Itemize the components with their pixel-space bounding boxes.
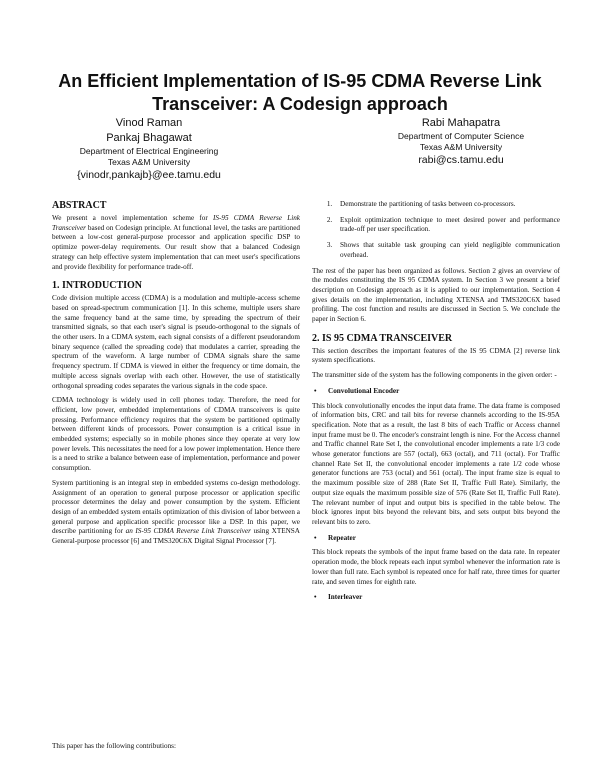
repeater-text: This block repeats the symbols of the input frame based on the data rate. In repeater operation mode, the block repeats each input symbol whenever the information rate is lower than full rate. Each symbol is repeated once for half rate, three times for quarter rate, and seven times for eighth rate. (312, 548, 560, 586)
right-column (312, 200, 560, 608)
list-item: 1. Demonstrate the partitioning of tasks between co-processors. (334, 200, 560, 210)
author-email: {vinodr,pankajb}@ee.tamu.edu (77, 169, 221, 181)
author-name: Vinod Raman (115, 117, 183, 129)
list-item: 3. Shows that suitable task grouping can yield negligible communication overhead. (334, 241, 560, 260)
author-email: rabi@cs.tamu.edu (418, 154, 504, 166)
list-item: 2. Exploit optimization technique to meet desired power and performance trade-off per user specification. (334, 216, 560, 235)
author-name: Rabi Mahapatra (421, 117, 501, 129)
contributions-intro: This paper has the following contributions: (52, 742, 176, 750)
author-university: Texas A&M University (419, 142, 503, 152)
convolutional-encoder-heading: • Convolutional Encoder (312, 387, 560, 397)
author-department: Department of Computer Science (397, 131, 525, 141)
section-2-heading: 2. IS 95 CDMA TRANSCEIVER (312, 332, 453, 344)
paper-title: An Efficient Implementation of IS-95 CDMA Reverse Link Transceiver: A Codesign approach (58, 71, 542, 114)
author-university: Texas A&M University (107, 157, 191, 167)
intro-paragraph: Code division multiple access (CDMA) is a modulation and multiple-access scheme based on spread-spectrum communication [1]. In this scheme, multiple users share the same frequency band at the same time, by spreading the spectrum of their transmitted signals, so that each user's signal is pseudo-orthogonal to the signals of the other users. In a CDMA system, each signal consists of a different pseudorandom binary sequence (called the spreading code) that modulates a carrier, spreading the spectrum of the waveform. A large number of CDMA signals share the same frequency spectrum. If CDMA is viewed in either the frequency or time domain, the multiple access signals overlap with each other. However, the use of statistically orthogonal spreading codes separates the various signals in the code space. (52, 294, 300, 390)
introduction-heading: 1. INTRODUCTION (52, 280, 143, 292)
intro-paragraph: System partitioning is an integral step in embedded systems co-design methodology. Assignment of an operation to general purpose processor or application specific processor determines the delay and power consumption by the system. Efficient design of an embedded system entails optimization of this division of labor between a general purpose and application specific processor like a DSP. In this paper, we describe partitioning for an IS-95 CDMA Reverse Link Transceiver using XTENSA General-purpose processor [6] and TMS320C6X Digital Signal Processor [7]. (52, 478, 300, 546)
organization-paragraph: The rest of the paper has been organized as follows. Section 2 gives an overview of the modules constituting the IS 95 CDMA system. In Section 3 we present a brief description on Codesign approach as it is applied to our implementation. Section 4 gives details on the implementation, including XTENSA and TMS320C6X based profiling. The cost function and results are discussed in Section 5. We conclude the paper in Section 6. (312, 266, 560, 324)
intro-paragraph: CDMA technology is widely used in cell phones today. Therefore, the need for efficient, low power, embedded implementations of CDMA transceivers is quite pressing. Performance efficiency requires that the system be partitioned optimally between different kinds of processors. Power consumption is a critical issue in embedded systems; especially so in mobile phones since they operate at very low power levels. This necessitates the need for a low power implementation. Hence there is a need to strike a balance between ease of implementation, performance and power consumption. (52, 396, 300, 473)
abstract-heading: ABSTRACT (52, 200, 107, 211)
contributions-list (312, 200, 560, 261)
author-block-right (346, 116, 576, 167)
author-block-left (18, 116, 280, 182)
section-paragraph: The transmitter side of the system has the following components in the given order: - (312, 371, 557, 380)
convolutional-encoder-text: This block convolutionally encodes the input data frame. The data frame is composed of information bits, CRC and tail bits for reverse channels according to the IS-95A specification. Note that as a result, the last 8 bits of each Traffic or Access channel input frame must be 0. The encoder's constraint length is nine. For the Access channel and Traffic channel Rate Set I, the convolutional encoder implements a rate 1/3 code whose generator functions are 557 (octal), 663 (octal), and 711 (octal). For Traffic channel Rate Set II, the convolutional encoder implements a rate 1/2 code whose generator functions are 753 (octal) and 561 (octal). The input frame size is equal to the maximum possible size of 288 (Rate Set II, Traffic Full Rate). Similarly, the output size equals the maximum possible size of 576 (Rate Set II, Traffic Full Rate). The relevant number of input and output bits is specified in the table below. The block ignores input bits beyond the relevant bits, and sets output bits beyond the relevant bits to zero. (312, 401, 560, 526)
abstract-text: We present a novel implementation scheme for IS-95 CDMA Reverse Link Transceiver based on Codesign principle. At functional level, the tasks are partitioned between a low-cost general-purpose processor and application specific DSP to optimize power-delay requirements. Our result show that a balanced Codesign strategy can help effective system implementation that can meet user's specifications and provide flexibility for performance trade-off. (52, 214, 301, 271)
interleaver-heading: • Interleaver (312, 593, 560, 603)
author-name: Pankaj Bhagawat (106, 132, 192, 144)
author-department: Department of Electrical Engineering (79, 146, 219, 156)
repeater-heading: • Repeater (312, 534, 560, 544)
left-column (52, 200, 300, 552)
section-paragraph: This section describes the important features of the IS 95 CDMA [2] reverse link system specifications. (312, 346, 560, 365)
